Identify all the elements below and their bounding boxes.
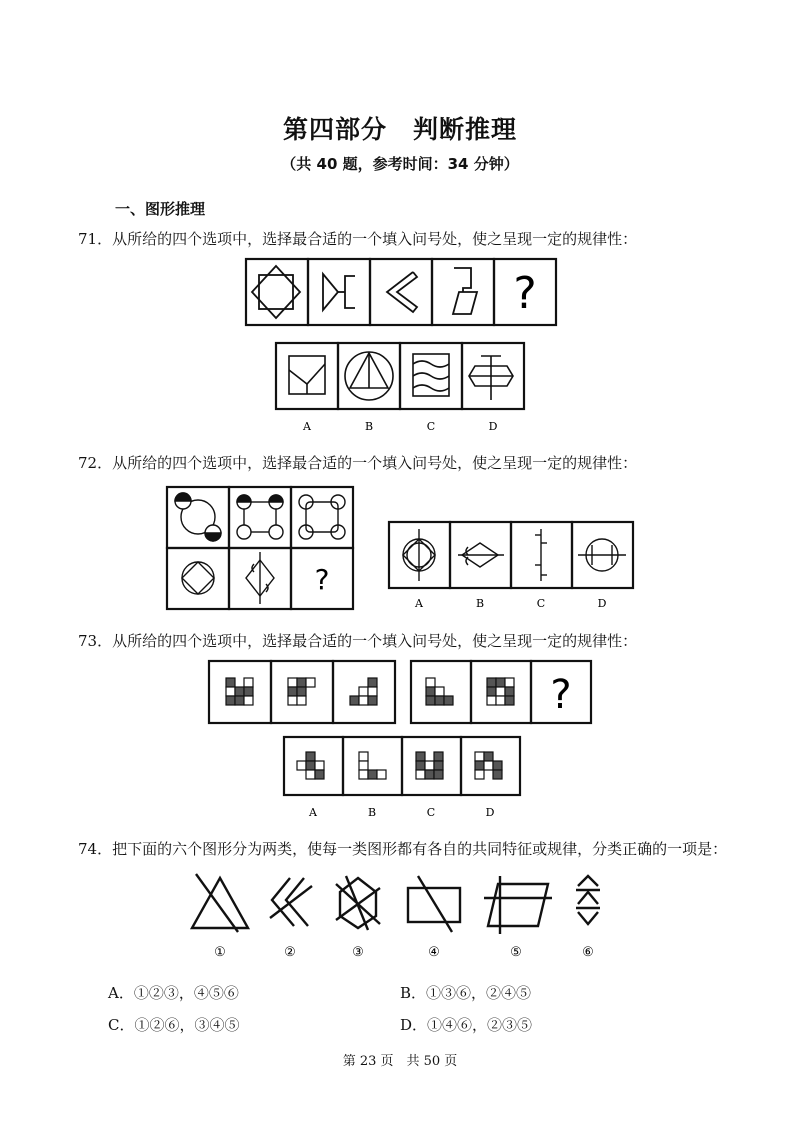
q72-option-d-figure	[578, 539, 626, 571]
q74-figure-4-label: ④	[428, 945, 440, 960]
q74-figure-5	[484, 876, 552, 934]
q71-option-b-label: B	[364, 420, 374, 433]
q72-cell-3	[299, 495, 345, 539]
q71-option-d-figure	[469, 356, 513, 400]
q73-figure-5	[487, 678, 514, 705]
q72-cell-1	[175, 493, 221, 541]
q73-option-d-label: D	[485, 806, 495, 819]
page-footer: 第 23 页 共 50 页	[342, 1054, 458, 1069]
q74-answer-c[interactable]: C．①②⑥，③④⑤	[108, 1016, 240, 1034]
q71-option-a-figure	[289, 356, 325, 394]
q72-question-mark: ?	[314, 563, 330, 596]
q73-option-b-label: B	[367, 806, 377, 819]
question-72-text: 72．从所给的四个选项中，选择最合适的一个填入问号处，使之呈现一定的规律性：	[78, 454, 638, 472]
q72-option-b-label: B	[475, 597, 485, 610]
q72-cell-2	[237, 495, 283, 539]
q71-figure-2	[323, 274, 355, 310]
q73-option-c-label: C	[426, 806, 436, 819]
q72-option-c-label: C	[536, 597, 546, 610]
q71-option-a-label: A	[303, 420, 311, 433]
q72-option-c-figure	[535, 529, 547, 581]
q74-answer-a[interactable]: A．①②③，④⑤⑥	[108, 984, 239, 1002]
page-title: 第四部分 判断推理	[282, 115, 517, 144]
q73-sequence	[208, 660, 592, 726]
q73-figure-4	[426, 678, 453, 705]
q74-figures	[182, 870, 622, 960]
question-73-text: 73．从所给的四个选项中，选择最合适的一个填入问号处，使之呈现一定的规律性：	[78, 632, 638, 650]
q72-grid	[166, 486, 356, 610]
q74-figure-1-label: ①	[214, 945, 226, 960]
section-heading: 一、图形推理	[115, 200, 206, 218]
q73-option-c-figure	[416, 752, 443, 779]
q74-figure-3-label: ③	[352, 945, 364, 960]
question-71-text: 71．从所给的四个选项中，选择最合适的一个填入问号处，使之呈现一定的规律性：	[78, 230, 638, 248]
q73-figure-2	[288, 678, 315, 705]
q71-options	[275, 342, 525, 436]
q73-question-mark: ?	[550, 672, 572, 718]
q71-figure-1	[252, 266, 300, 318]
q73-options	[283, 736, 523, 822]
q71-option-d-label: D	[488, 420, 498, 433]
q73-figure-1	[226, 678, 253, 705]
q72-option-b-figure	[458, 543, 504, 567]
q74-figure-1	[192, 874, 248, 932]
q72-option-a-label: A	[415, 597, 423, 610]
q71-sequence	[245, 258, 557, 328]
q74-figure-2	[270, 878, 312, 926]
q74-figure-6	[576, 876, 600, 924]
question-74-text: 74．把下面的六个图形分为两类，使每一类图形都有各自的共同特征或规律，分类正确的一项是：	[78, 840, 728, 858]
q73-option-b-figure	[359, 752, 386, 779]
q71-question-mark: ?	[513, 268, 537, 319]
q71-figure-3	[387, 272, 417, 312]
q71-option-c-figure	[413, 354, 449, 396]
q72-options	[388, 521, 636, 613]
q74-figure-4	[408, 876, 460, 932]
q72-option-d-label: D	[597, 597, 607, 610]
q74-answer-b[interactable]: B．①③⑥，②④⑤	[400, 984, 532, 1002]
q72-cell-5	[246, 552, 274, 604]
q73-option-d-figure	[475, 752, 502, 779]
q73-figure-3	[350, 678, 377, 705]
q71-figure-4	[453, 268, 477, 314]
q71-option-c-label: C	[426, 420, 436, 433]
q74-figure-3	[336, 876, 380, 930]
q74-answer-d[interactable]: D．①④⑥，②③⑤	[400, 1016, 533, 1034]
q73-option-a-figure	[297, 752, 324, 779]
q72-option-a-figure	[403, 529, 435, 581]
q71-option-b-figure	[345, 352, 393, 400]
q74-figure-6-label: ⑥	[582, 945, 594, 960]
q74-figure-5-label: ⑤	[510, 945, 522, 960]
q74-figure-2-label: ②	[284, 945, 296, 960]
page-subtitle: （共 40 题，参考时间：34 分钟）	[281, 155, 519, 173]
q72-cell-4	[182, 562, 214, 594]
q73-option-a-label: A	[309, 806, 317, 819]
